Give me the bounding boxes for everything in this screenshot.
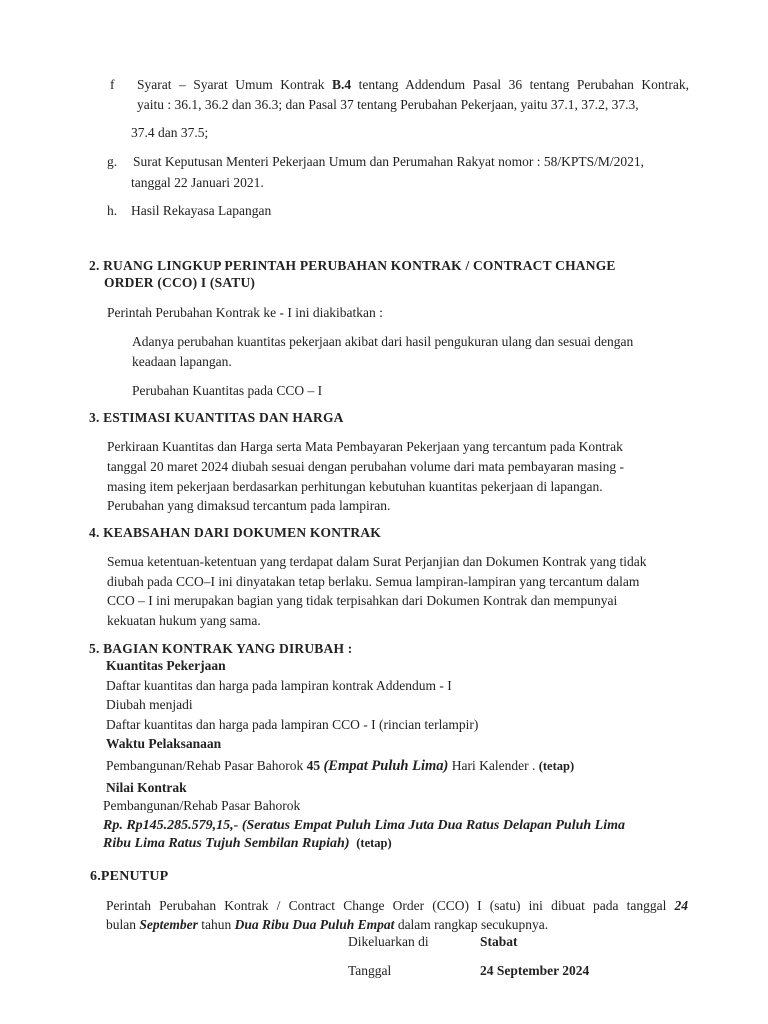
- kuantitas-line3: Daftar kuantitas dan harga pada lampiran CCO - I (rincian terlampir): [106, 717, 479, 732]
- section-4-line2: diubah pada CCO–I ini dinyatakan tetap berlaku. Semua lampiran-lampiran yang tercantum dalam: [107, 574, 640, 589]
- nilai-amount: Rp. Rp145.285.579,15,-: [103, 818, 239, 833]
- kuantitas-line1: Daftar kuantitas dan harga pada lampiran kontrak Addendum - I: [106, 678, 452, 693]
- waktu-label: Waktu Pelaksanaan: [106, 736, 222, 751]
- list-item-g-line1: Surat Keputusan Menteri Pekerjaan Umum dan Perumahan Rakyat nomor : 58/KPTS/M/2021,: [133, 154, 645, 169]
- list-item-f-line3: 37.4 dan 37.5;: [131, 125, 209, 140]
- waktu-tetap: (tetap): [538, 759, 575, 773]
- waktu-line: [106, 757, 574, 775]
- section-2-para1-line2: keadaan lapangan.: [132, 354, 232, 369]
- section-6-line2: [106, 916, 548, 934]
- list-item-f-pre: Syarat – Syarat Umum Kontrak: [137, 77, 332, 92]
- section-5-heading: 5. BAGIAN KONTRAK YANG DIRUBAH :: [89, 641, 353, 656]
- waktu-post: Hari Kalender .: [448, 758, 539, 773]
- section-2-heading-line1: 2. RUANG LINGKUP PERINTAH PERUBAHAN KONTRAK / CONTRACT CHANGE: [89, 258, 616, 273]
- section-6-heading: 6.PENUTUP: [90, 869, 169, 884]
- list-marker-g: g.: [107, 154, 118, 169]
- section-4-line3: CCO – I ini merupakan bagian yang tidak terpisahkan dari Dokumen Kontrak dan mempunyai: [107, 593, 618, 608]
- section-3-line4: Perubahan yang dimaksud tercantum pada lampiran.: [107, 498, 391, 513]
- issued-label: Dikeluarkan di: [348, 934, 429, 949]
- section-2-heading-line2: ORDER (CCO) I (SATU): [104, 275, 256, 290]
- section-3-line1: Perkiraan Kuantitas dan Harga serta Mata Pembayaran Pekerjaan yang tercantum pada Kontrak: [107, 439, 623, 454]
- section-6-month: September: [139, 917, 198, 932]
- kuantitas-label: Kuantitas Pekerjaan: [106, 658, 226, 673]
- nilai-amount-line: [103, 817, 625, 835]
- section-4-line1: Semua ketentuan-ketentuan yang terdapat dalam Surat Perjanjian dan Dokumen Kontrak yang tidak: [107, 554, 647, 569]
- list-marker-f: f: [110, 77, 115, 92]
- section-2-intro: Perintah Perubahan Kontrak ke - I ini diakibatkan :: [107, 305, 383, 320]
- kuantitas-line2: Diubah menjadi: [106, 697, 193, 712]
- nilai-words2: Ribu Lima Ratus Tujuh Sembilan Rupiah): [103, 836, 350, 851]
- section-6-year: Dua Ribu Dua Puluh Empat: [234, 917, 395, 932]
- section-4-heading: 4. KEABSAHAN DARI DOKUMEN KONTRAK: [89, 525, 381, 540]
- list-marker-h: h.: [107, 203, 118, 218]
- section-6-line2-pre: bulan: [106, 917, 140, 932]
- section-6-line2-mid: tahun: [197, 917, 235, 932]
- section-3-line2: tanggal 20 maret 2024 diubah sesuai dengan perubahan volume dari mata pembayaran masing -: [107, 459, 624, 474]
- nilai-tetap: (tetap): [356, 836, 392, 850]
- list-item-f-bold: B.4: [332, 77, 352, 92]
- list-item-f-line2: yaitu : 36.1, 36.2 dan 36.3; dan Pasal 37 tentang Perubahan Pekerjaan, yaitu 37.1, 37.2, 37.3,: [137, 97, 639, 112]
- list-item-f-line1: [137, 76, 689, 94]
- list-item-f-post: tentang Addendum Pasal 36 tentang Perubahan Kontrak,: [351, 77, 689, 92]
- nilai-words1: (Seratus Empat Puluh Lima Juta Dua Ratus Delapan Puluh Lima: [241, 818, 625, 833]
- section-3-line3: masing item pekerjaan berdasarkan perhitungan kebutuhan kuantitas pekerjaan di lapangan.: [107, 479, 603, 494]
- date-label: Tanggal: [348, 963, 392, 978]
- section-6-line1: [106, 897, 688, 915]
- waktu-words: (Empat Puluh Lima): [323, 758, 449, 774]
- section-2-para2: Perubahan Kuantitas pada CCO – I: [132, 383, 323, 398]
- waktu-pre: Pembangunan/Rehab Pasar Bahorok: [106, 758, 307, 773]
- issued-value: Stabat: [480, 934, 518, 949]
- date-value: 24 September 2024: [480, 963, 590, 978]
- section-6-line1-pre: Perintah Perubahan Kontrak / Contract Change Order (CCO) I (satu) ini dibuat pada tanggal: [106, 898, 675, 913]
- list-item-h: Hasil Rekayasa Lapangan: [131, 203, 272, 218]
- section-6-day: 24: [674, 898, 688, 913]
- section-3-heading: 3. ESTIMASI KUANTITAS DAN HARGA: [89, 410, 344, 425]
- nilai-label: Nilai Kontrak: [106, 780, 187, 795]
- section-6-line2-post: dalam rangkap secukupnya.: [394, 917, 549, 932]
- nilai-line1: Pembangunan/Rehab Pasar Bahorok: [103, 798, 301, 813]
- section-2-para1-line1: Adanya perubahan kuantitas pekerjaan akibat dari hasil pengukuran ulang dan sesuai dengan: [132, 334, 634, 349]
- list-item-g-line2: tanggal 22 Januari 2021.: [131, 175, 264, 190]
- section-4-line4: kekuatan hukum yang sama.: [107, 613, 261, 628]
- nilai-words-line2: [103, 834, 392, 853]
- waktu-num: 45: [306, 758, 321, 773]
